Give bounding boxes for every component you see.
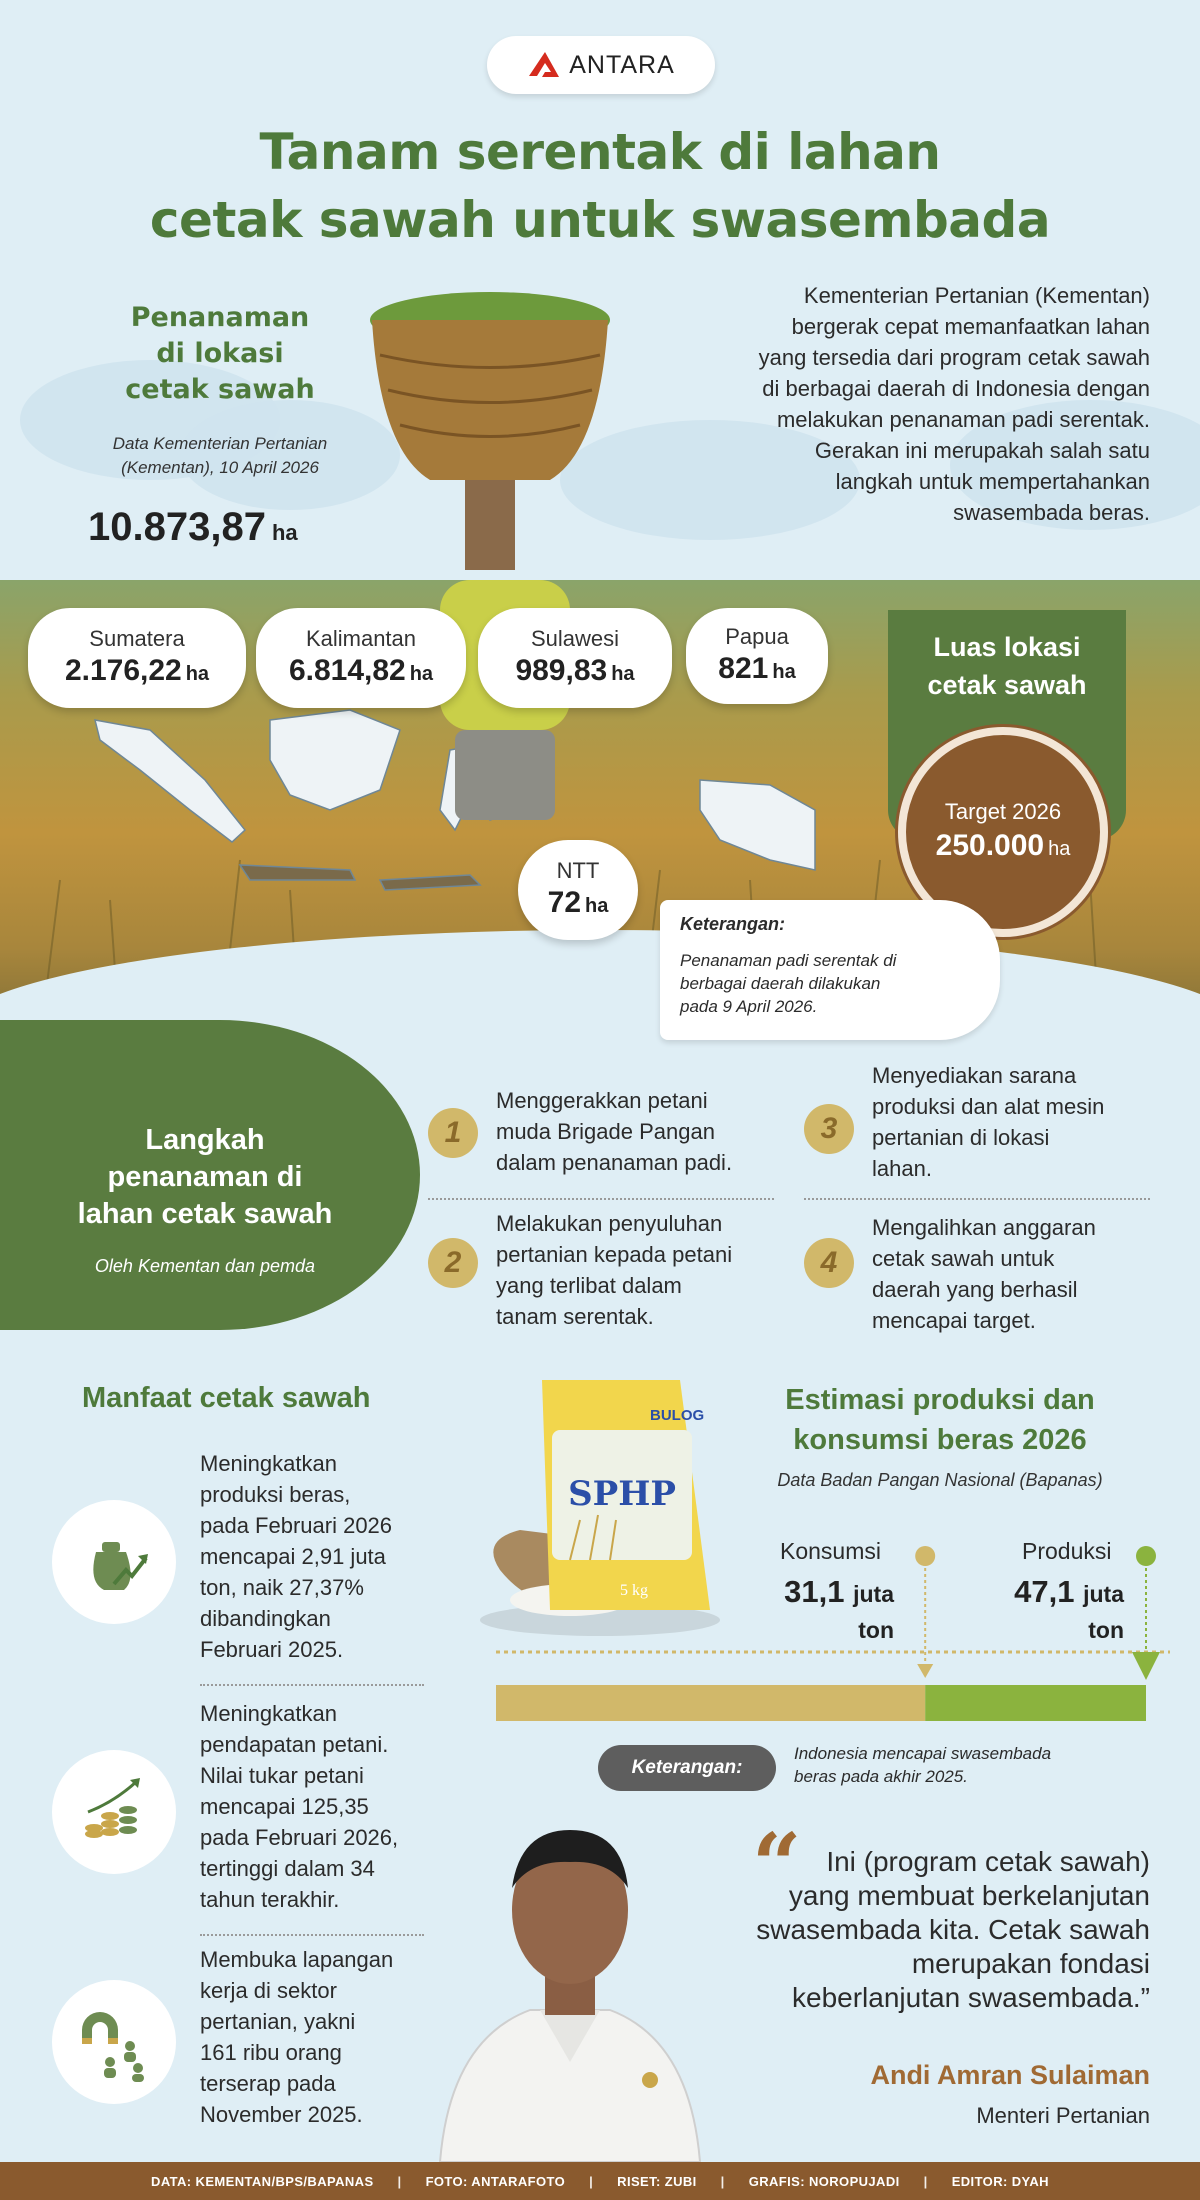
credit-foto: FOTO: ANTARAFOTO [425, 2173, 566, 2189]
antara-logo [487, 36, 715, 94]
bag-brand-text: BULOG [650, 1407, 705, 1424]
step-number-1: 1 [428, 1108, 478, 1158]
credit-riset: RISET: ZUBI [617, 2173, 697, 2189]
penanaman-source: Data Kementerian Pertanian (Kementan), 10 April 2026 [112, 434, 328, 477]
bar-produksi [925, 1685, 1146, 1721]
manfaat-text-2: Meningkatkan pendapatan petani. Nilai tukar petani mencapai 125,35 pada Februari 2026, tertinggi dalam 34 tahun terakhir. [200, 1701, 399, 1912]
luas-lokasi-title: Luas lokasi cetak sawah [927, 632, 1087, 700]
step-divider [804, 1198, 1150, 1200]
penanaman-title: Penanaman di lokasi cetak sawah [125, 302, 315, 405]
pin-konsumsi-dot [915, 1546, 935, 1566]
magnet-people-icon [52, 1980, 176, 2104]
pin-produksi-arrow [1132, 1652, 1160, 1680]
konsumsi-value: 31,1 juta ton [784, 1574, 894, 1643]
manfaat-divider [200, 1934, 424, 1936]
keterangan-swasembada-note: Indonesia mencapai swasembada beras pada akhir 2025. [794, 1744, 1052, 1786]
step-number-3: 3 [804, 1104, 854, 1154]
bag-product-text: SPHP [568, 1474, 676, 1514]
manfaat-title: Manfaat cetak sawah [82, 1382, 371, 1414]
step-text-3: Menyediakan sarana produksi dan alat mesin pertanian di lokasi lahan. [872, 1063, 1105, 1181]
pin-produksi-dot [1136, 1546, 1156, 1566]
quote-mark-icon: “ [752, 1815, 802, 1916]
page-title: Tanam serentak di lahan cetak sawah untuk swasembada [149, 123, 1051, 249]
antara-logo-icon [527, 50, 561, 80]
antara-brand-text: ANTARA [569, 50, 675, 79]
manfaat-text-3: Membuka lapangan kerja di sektor pertanian, yakni 161 ribu orang terserap pada November 2025. [200, 1947, 394, 2127]
credit-separator: | [397, 2173, 402, 2189]
pin-konsumsi-arrow [917, 1664, 933, 1678]
coin-stack-growth-icon [52, 1750, 176, 1874]
total-area: 10.873,87 ha [88, 505, 298, 549]
produksi-label: Produksi [1022, 1538, 1112, 1564]
money-bag-growth-icon [52, 1500, 176, 1624]
minister-name: Andi Amran Sulaiman [870, 2060, 1150, 2090]
credit-data: DATA: KEMENTAN/BPS/BAPANAS [151, 2173, 374, 2189]
step-number-4: 4 [804, 1238, 854, 1288]
konsumsi-label: Konsumsi [780, 1538, 881, 1564]
minister-quote: Ini (program cetak sawah) yang membuat berkelanjutan swasembada kita. Cetak sawah merupakan fondasi keberlanjutan swasembada.” [756, 1846, 1150, 2013]
step-text-1: Menggerakkan petani muda Brigade Pangan dalam penanaman padi. [496, 1088, 733, 1175]
langkah-title: Langkah penanaman di lahan cetak sawah [77, 1124, 333, 1230]
produksi-value: 47,1 juta ton [1014, 1574, 1124, 1643]
step-divider [428, 1198, 774, 1200]
bar-konsumsi [496, 1685, 925, 1721]
credit-grafis: GRAFIS: NOROPUJADI [748, 2173, 900, 2189]
rice-basket-illustration [360, 280, 620, 580]
estimasi-title: Estimasi produksi dan konsumsi beras 2026 [785, 1384, 1095, 1456]
manfaat-divider [200, 1684, 424, 1686]
region-bubble-sumatera: Sumatera 2.176,22 ha [28, 608, 246, 708]
credit-separator: | [923, 2173, 928, 2189]
minister-portrait [420, 1800, 720, 2162]
step-number-2: 2 [428, 1238, 478, 1288]
intro-paragraph: Kementerian Pertanian (Kementan) bergerak cepat memanfaatkan lahan yang tersedia dari program cetak sawah di berbagai daerah di Indonesia dengan melakukan penanaman padi serentak. Gerakan ini merupakah salah satu langkah untuk mempertahankan swasembada beras. [758, 283, 1150, 525]
credit-separator: | [720, 2173, 725, 2189]
estimasi-source: Data Badan Pangan Nasional (Bapanas) [777, 1470, 1103, 1490]
manfaat-text-1: Meningkatkan produksi beras, pada Februari 2026 mencapai 2,91 juta ton, naik 27,37% dibandingkan Februari 2025. [200, 1451, 393, 1662]
region-bubble-papua: Papua 821 ha [686, 608, 828, 704]
credits-footer [0, 2162, 1200, 2200]
keterangan-pill: Keterangan: [598, 1745, 776, 1791]
bag-weight-text: 5 kg [620, 1582, 648, 1599]
keterangan-note-planting: Keterangan: Penanaman padi serentak di berbagai daerah dilakukan pada 9 April 2026. [660, 900, 1000, 1040]
langkah-subtitle: Oleh Kementan dan pemda [94, 1256, 316, 1276]
production-consumption-bar [490, 1540, 1170, 1730]
region-bubble-kalimantan: Kalimantan 6.814,82 ha [256, 608, 466, 708]
region-bubble-sulawesi: Sulawesi 989,83 ha [478, 608, 672, 708]
step-text-2: Melakukan penyuluhan pertanian kepada petani yang terlibat dalam tanam serentak. [496, 1211, 733, 1329]
minister-role: Menteri Pertanian [976, 2103, 1150, 2128]
target-badge: Target 2026 250.000 ha [898, 727, 1108, 937]
region-bubble-ntt: NTT 72 ha [518, 840, 638, 940]
step-text-4: Mengalihkan anggaran cetak sawah untuk daerah yang berhasil mencapai target. [872, 1215, 1096, 1333]
credit-editor: EDITOR: DYAH [951, 2173, 1049, 2189]
credit-separator: | [589, 2173, 594, 2189]
